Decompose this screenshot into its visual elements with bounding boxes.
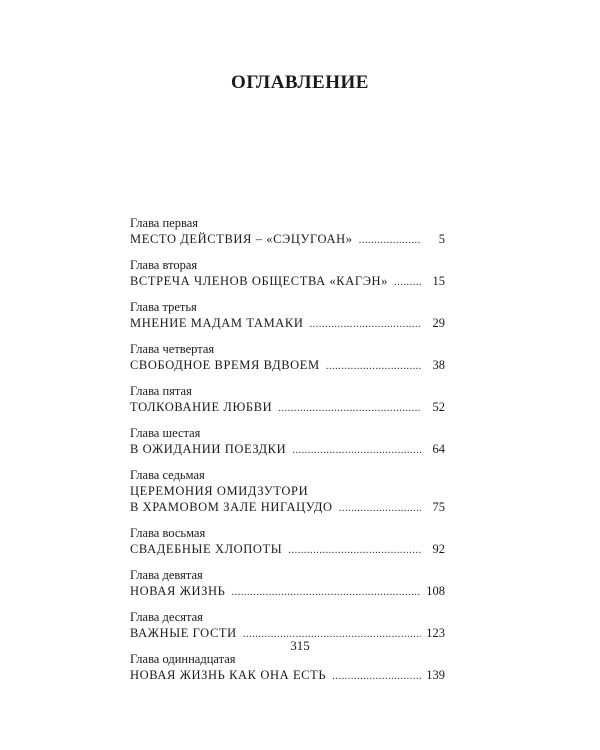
chapter-label: Глава третья: [130, 300, 197, 314]
dot-leader: [231, 584, 421, 600]
page-number: 38: [432, 358, 445, 372]
chapter-title: МНЕНИЕ МАДАМ ТАМАКИ: [130, 316, 304, 330]
chapter-title: СВАДЕБНЫЕ ХЛОПОТЫ: [130, 542, 283, 556]
chapter-row[interactable]: [130, 357, 445, 374]
chapter-row[interactable]: [130, 273, 445, 290]
page-number: 108: [426, 584, 445, 598]
chapter-label: Глава вторая: [130, 258, 198, 272]
page-number: 5: [438, 232, 445, 246]
toc-entry-9: [130, 568, 445, 600]
chapter-label: Глава одиннадцатая: [130, 652, 236, 666]
page-number: 75: [432, 500, 445, 514]
toc-entry-7: [130, 468, 445, 516]
chapter-title-first-line[interactable]: ЦЕРЕМОНИЯ ОМИДЗУТОРИ: [130, 484, 309, 498]
chapter-row[interactable]: [130, 583, 445, 600]
chapter-label: Глава восьмая: [130, 526, 206, 540]
chapter-row[interactable]: [130, 231, 445, 248]
chapter-title: В ХРАМОВОМ ЗАЛЕ НИГАЦУДО: [130, 500, 333, 514]
chapter-label: Глава четвертая: [130, 342, 215, 356]
toc-entry-3: [130, 300, 445, 332]
chapter-row[interactable]: [130, 541, 445, 558]
dot-leader: [278, 400, 421, 416]
chapter-row[interactable]: [130, 315, 445, 332]
chapter-label: Глава седьмая: [130, 468, 205, 482]
chapter-title: СВОБОДНОЕ ВРЕМЯ ВДВОЕМ: [130, 358, 320, 372]
chapter-title: ВСТРЕЧА ЧЛЕНОВ ОБЩЕСТВА «КАГЭН»: [130, 274, 389, 288]
chapter-title: ТОЛКОВАНИЕ ЛЮБВИ: [130, 400, 273, 414]
dot-leader: [288, 542, 421, 558]
chapter-row[interactable]: [130, 441, 445, 458]
table-of-contents: [130, 216, 445, 694]
chapter-label: Глава первая: [130, 216, 199, 230]
chapter-title: В ОЖИДАНИИ ПОЕЗДКИ: [130, 442, 287, 456]
toc-entry-5: [130, 384, 445, 416]
page-number: 64: [432, 442, 445, 456]
chapter-row[interactable]: [130, 667, 445, 684]
chapter-label: Глава шестая: [130, 426, 201, 440]
toc-entry-4: [130, 342, 445, 374]
dot-leader: [332, 668, 421, 684]
page-title: ОГЛАВЛЕНИЕ: [231, 72, 369, 93]
page-folio: 315: [290, 638, 310, 653]
dot-leader: [339, 500, 421, 516]
page-number: 29: [432, 316, 445, 330]
dot-leader: [309, 316, 421, 332]
chapter-title: ВАЖНЫЕ ГОСТИ: [130, 626, 237, 640]
toc-entry-6: [130, 426, 445, 458]
chapter-title: НОВАЯ ЖИЗНЬ КАК ОНА ЕСТЬ: [130, 668, 327, 682]
toc-entry-11: [130, 652, 445, 684]
toc-entry-1: [130, 216, 445, 248]
page-number: 123: [426, 626, 445, 640]
chapter-label: Глава девятая: [130, 568, 203, 582]
chapter-row[interactable]: [130, 399, 445, 416]
dot-leader: [394, 274, 421, 290]
dot-leader: [359, 232, 421, 248]
page-number: 139: [426, 668, 445, 682]
toc-entry-2: [130, 258, 445, 290]
chapter-title: МЕСТО ДЕЙСТВИЯ – «СЭЦУГОАН»: [130, 232, 353, 246]
dot-leader: [292, 442, 421, 458]
chapter-row[interactable]: [130, 499, 445, 516]
dot-leader: [326, 358, 421, 374]
toc-entry-8: [130, 526, 445, 558]
page-number: 92: [432, 542, 445, 556]
page-number: 15: [432, 274, 445, 288]
chapter-label: Глава пятая: [130, 384, 192, 398]
page-number: 52: [432, 400, 445, 414]
chapter-label: Глава десятая: [130, 610, 203, 624]
chapter-title: НОВАЯ ЖИЗНЬ: [130, 584, 226, 598]
